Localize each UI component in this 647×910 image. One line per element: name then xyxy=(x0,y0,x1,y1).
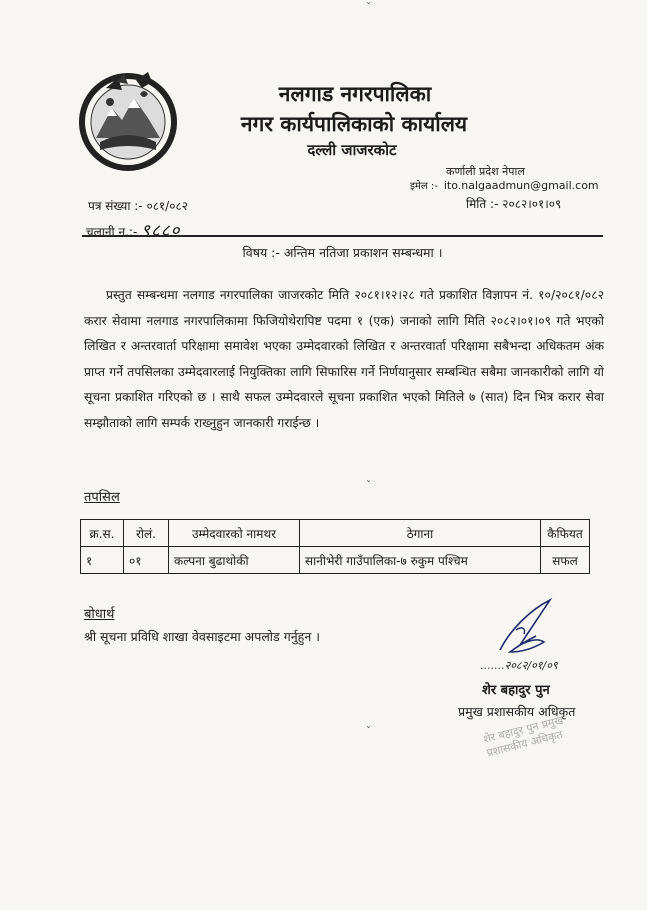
signature-date-value: २०८२/०१/०९ xyxy=(504,659,558,672)
result-table xyxy=(80,519,590,574)
bodhartha-item: श्री सूचना प्रविधि शाखा वेवसाइटमा अपलोड गर्नुहुन । xyxy=(84,629,320,644)
municipality-emblem-logo xyxy=(76,68,180,172)
dispatch-handwritten-number: ९८८० xyxy=(141,221,181,241)
table-row xyxy=(81,547,590,574)
cell-roll: ०१ xyxy=(124,547,169,574)
col-header-name: उम्मेदवारको नामथर xyxy=(169,520,300,547)
table-header-row xyxy=(81,520,590,547)
signature-date: .......२०८२/०१/०९ xyxy=(480,659,558,672)
signer-title: प्रमुख प्रशासकीय अधिकृत xyxy=(458,704,576,719)
province-text: कर्णाली प्रदेश नेपाल xyxy=(446,165,525,178)
letter-number: पत्र संख्या :- ०८१/०८२ xyxy=(88,199,188,213)
cell-address: सानीभेरी गाउँपालिका-७ रुकुम पश्चिम xyxy=(300,547,541,574)
official-stamp: शेर बहादुर पुन प्रमुख प्रशासकीय अधिकृत xyxy=(481,713,565,760)
margin-tick-mark: ˇ xyxy=(366,726,371,737)
col-header-roll: रोलं. xyxy=(124,520,169,547)
tapasil-heading: तपसिल xyxy=(84,490,120,505)
letter-date: मिति :- २०८२।०१।०९ xyxy=(466,197,562,211)
signer-name: शेर बहादुर पुन xyxy=(482,683,550,698)
org-name-line1: नलगाड नगरपालिका xyxy=(278,82,432,106)
col-header-address: ठेगाना xyxy=(300,520,541,547)
email-address: ito.nalgaadmun@gmail.com xyxy=(443,179,599,192)
body-text xyxy=(84,283,604,436)
subject-line: विषय :- अन्तिम नतिजा प्रकाशन सम्बन्धमा । xyxy=(242,245,443,260)
body-paragraph: प्रस्तुत सम्बन्धमा नलगाड नगरपालिका जाजरकोट मिति २०८१।१२।२८ गते प्रकाशित विज्ञापन नं. १०/२०८१/०८२ करार सेवामा नलगाड नगरपालिकामा फिजियोथेरापिष्ट पदमा १ (एक) जनाको लागि मिति २०८२।०१।०९ गते भएको लिखित र अन्तरवार्ता परिक्षामा समावेश भएका उम्मेदवारको लिखित र अन्तरवार्ता परिक्षामा सबैभन्दा अधिकतम अंक प्राप्त गर्ने तपसिलका उम्मेदवारलाई नियुक्तिका लागि सिफारिस गर्ने निर्णयानुसार सम्बन्धित सबैमा जानकारीको लागि यो सूचना प्रकाशित गरिएको छ । साथै सफल उम्मेदवारले सूचना प्रकाशित भएको मितिले ७ (सात) दिन भित्र करार सेवा सम्झौताको लागि सम्पर्क राख्नुहुन जानकारी गराईन्छ । xyxy=(84,288,604,430)
col-header-sn: क्र.स. xyxy=(81,520,124,547)
email-label: इमेल :- xyxy=(410,181,438,192)
cell-remarks: सफल xyxy=(541,547,590,574)
cell-name: कल्पना बुढाथोकी xyxy=(169,547,300,574)
org-name-line2: नगर कार्यपालिकाको कार्यालय xyxy=(240,112,468,136)
margin-tick-mark: ˇ xyxy=(366,480,371,491)
dispatch-label: चलानी न.:- xyxy=(86,225,138,239)
bodhartha-heading: बोधार्थ xyxy=(84,607,115,622)
cell-sn: १ xyxy=(81,547,124,574)
dispatch-number xyxy=(86,218,181,241)
header-divider xyxy=(82,235,603,237)
org-address: दल्ली जाजरकोट xyxy=(307,141,397,159)
email-row xyxy=(410,178,599,192)
col-header-remarks: कैफियत xyxy=(541,520,590,547)
margin-tick-mark: ˇ xyxy=(366,2,371,13)
